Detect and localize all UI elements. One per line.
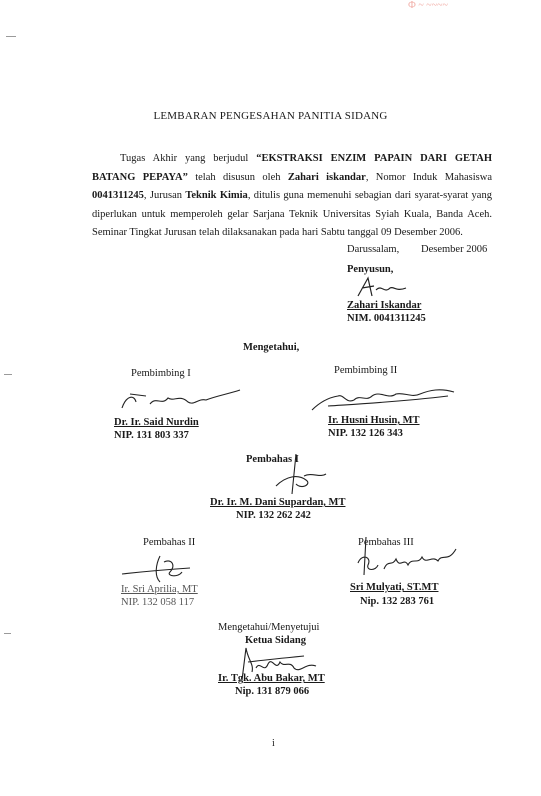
para-text: , Nomor Induk Mahasiswa: [365, 171, 492, 183]
faded-stamp-mark: Ф ~ ~~~~: [408, 0, 448, 11]
author-name: Zahari iskandar: [287, 171, 366, 183]
pembimbing1-nip: NIP. 131 803 337: [114, 430, 189, 441]
ketua-role: Ketua Sidang: [245, 635, 306, 646]
para-text: , Jurusan: [143, 190, 186, 201]
pembimbing2-nip: NIP. 132 126 343: [328, 428, 403, 439]
pembimbing2-role: Pembimbing II: [334, 365, 398, 376]
scan-speck: [6, 36, 16, 37]
penyusun-signature: [354, 276, 410, 300]
penyusun-role: Penyusun,: [347, 264, 394, 275]
pembimbing2-name: Ir. Husni Husin, MT: [328, 415, 420, 426]
para-text: , ditulis guna memenuhi sebagian dari syarat-syarat yang diperlukan untuk memperoleh gelar Sarjana Teknik Universitas Syiah Kuala, Banda Aceh. Seminar Tingkat Jurusan telah dilaksanakan pada hari Sabtu tanggal 09 Desember 2006.: [92, 190, 492, 238]
thesis-title: “EKSTRAKSI ENZIM PAPAIN DARI GETAH BATANG PEPAYA”: [92, 153, 492, 183]
para-text: Tugas Akhir yang berjudul: [120, 153, 257, 164]
pembahas3-role: Pembahas III: [358, 537, 414, 548]
pembimbing2-signature: [308, 384, 458, 414]
pembahas2-signature: [120, 552, 192, 584]
pembimbing1-signature: [116, 388, 244, 416]
pembahas2-nip: NIP. 132 058 117: [121, 597, 195, 608]
pembahas3-signature: [352, 535, 462, 581]
scan-speck: [4, 374, 12, 375]
pembahas1-nip: NIP. 132 262 242: [236, 510, 311, 521]
department-name: Teknik Kimia: [185, 190, 248, 201]
page-title: LEMBARAN PENGESAHAN PANITIA SIDANG: [153, 110, 388, 122]
student-number: 0041311245: [92, 190, 144, 201]
pembahas3-name: Sri Mulyati, ST.MT: [350, 582, 439, 593]
date-label: Desember 2006: [421, 244, 488, 255]
pembahas1-role: Pembahas I: [246, 454, 299, 465]
ketua-name: Ir. Tgk. Abu Bakar, MT: [218, 673, 325, 684]
pembahas1-name: Dr. Ir. M. Dani Supardan, MT: [210, 497, 346, 508]
place-label: Darussalam,: [347, 244, 400, 255]
penyusun-nim: NIM. 0041311245: [347, 313, 426, 324]
pembimbing1-name: Dr. Ir. Said Nurdin: [114, 417, 199, 428]
ketua-approval-label: Mengetahui/Menyetujui: [218, 622, 320, 633]
pembahas2-name: Ir. Sri Aprilia, MT: [121, 584, 198, 595]
ketua-nip: Nip. 131 879 066: [235, 686, 310, 697]
mengetahui-label: Mengetahui,: [243, 342, 300, 353]
scan-speck: [4, 633, 11, 634]
pembahas3-nip: Nip. 132 283 761: [360, 596, 435, 607]
page-number: i: [272, 738, 275, 749]
para-text: telah disusun oleh: [187, 171, 288, 183]
body-paragraph: [92, 150, 492, 243]
pembimbing1-role: Pembimbing I: [131, 368, 191, 379]
penyusun-name: Zahari Iskandar: [347, 300, 422, 311]
pembahas1-signature: [262, 450, 332, 496]
pembahas2-role: Pembahas II: [143, 537, 196, 548]
